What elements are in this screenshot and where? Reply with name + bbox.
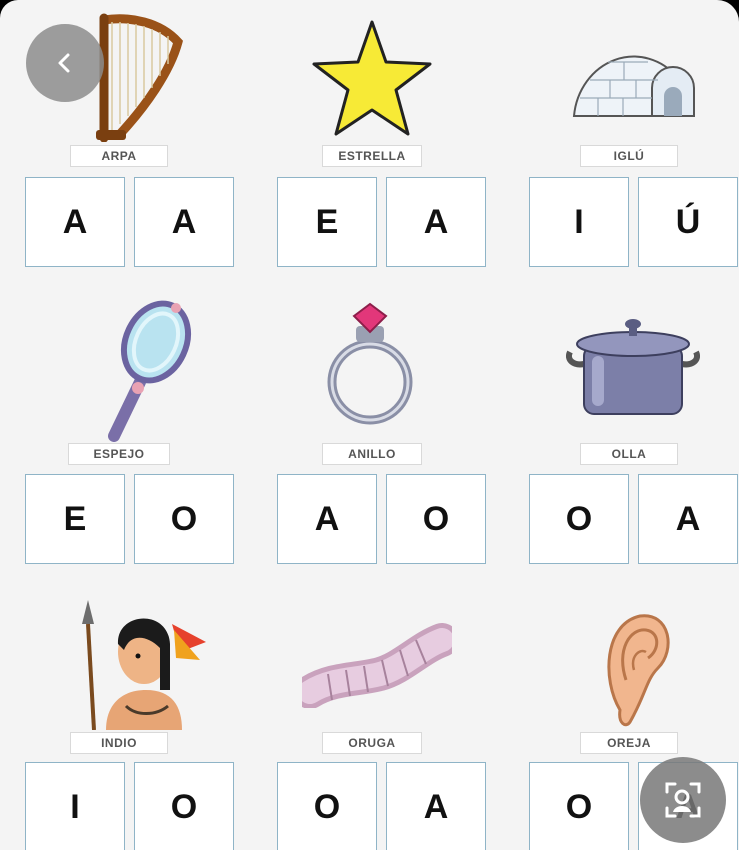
vowel-box-oruga-2[interactable]: A	[386, 762, 486, 850]
caterpillar-icon	[302, 620, 452, 708]
vowel-box-olla-1[interactable]: O	[529, 474, 629, 564]
vowel-box-arpa-2[interactable]: A	[134, 177, 234, 267]
vowel-box-espejo-2[interactable]: O	[134, 474, 234, 564]
word-label-espejo: ESPEJO	[68, 443, 170, 465]
vowel-box-oruga-1[interactable]: O	[277, 762, 377, 850]
vowel-box-espejo-1[interactable]: E	[25, 474, 125, 564]
igloo-icon	[568, 38, 700, 120]
visual-search-button[interactable]	[640, 757, 726, 843]
harp-icon	[90, 12, 190, 142]
vowel-box-estrella-2[interactable]: A	[386, 177, 486, 267]
word-label-anillo: ANILLO	[322, 443, 422, 465]
vowel-box-iglu-1[interactable]: I	[529, 177, 629, 267]
ring-icon	[324, 302, 416, 426]
vowel-box-estrella-1[interactable]: E	[277, 177, 377, 267]
word-label-arpa: ARPA	[70, 145, 168, 167]
hand-mirror-icon	[98, 296, 198, 442]
ear-icon	[600, 610, 676, 730]
word-label-oruga: ORUGA	[322, 732, 422, 754]
word-label-olla: OLLA	[580, 443, 678, 465]
vowel-box-indio-2[interactable]: O	[134, 762, 234, 850]
pot-icon	[566, 314, 700, 418]
word-label-estrella: ESTRELLA	[322, 145, 422, 167]
indian-person-icon	[76, 594, 210, 730]
vowel-box-oreja-1[interactable]: O	[529, 762, 629, 850]
word-label-indio: INDIO	[70, 732, 168, 754]
vowel-box-arpa-1[interactable]: A	[25, 177, 125, 267]
vowel-box-olla-2[interactable]: A	[638, 474, 738, 564]
word-label-oreja: OREJA	[580, 732, 678, 754]
vowel-box-anillo-2[interactable]: O	[386, 474, 486, 564]
chevron-left-icon	[52, 50, 78, 76]
vowel-box-iglu-2[interactable]: Ú	[638, 177, 738, 267]
vowel-box-anillo-1[interactable]: A	[277, 474, 377, 564]
back-button[interactable]	[26, 24, 104, 102]
word-label-iglu: IGLÚ	[580, 145, 678, 167]
vowel-box-indio-1[interactable]: I	[25, 762, 125, 850]
visual-search-icon	[663, 780, 703, 820]
star-icon	[310, 18, 434, 138]
